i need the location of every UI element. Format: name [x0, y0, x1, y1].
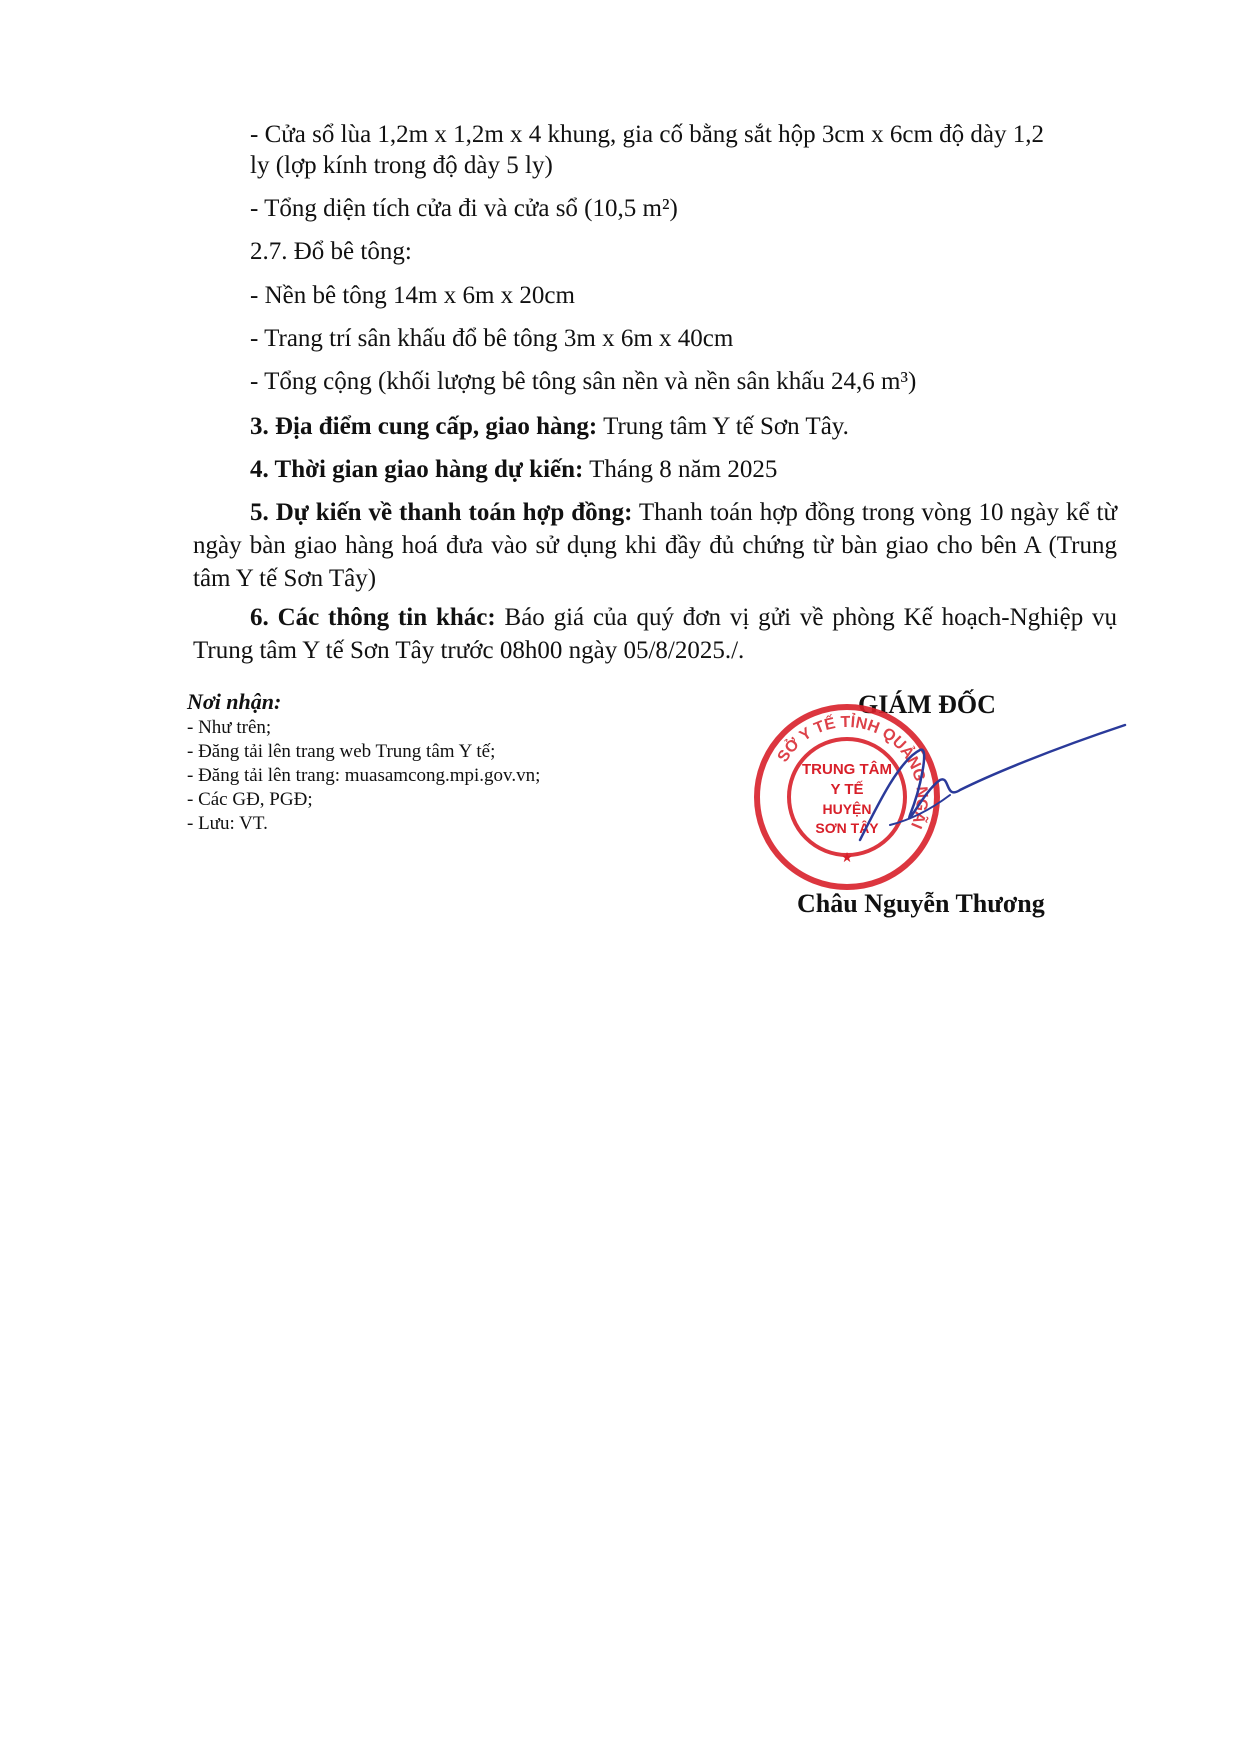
section-6: [193, 601, 1117, 667]
body-line-1: - Cửa sổ lùa 1,2m x 1,2m x 4 khung, gia cố bằng sắt hộp 3cm x 6cm độ dày 1,2: [250, 121, 1044, 148]
section-3-label: 3. Địa điểm cung cấp, giao hàng:: [250, 413, 598, 440]
section-4-text: Tháng 8 năm 2025: [583, 456, 778, 483]
recipient-item: - Đăng tải lên trang web Trung tâm Y tế;: [187, 741, 496, 762]
section-5-text: Thanh toán hợp đồng trong vòng 10 ngày kể từ ngày bàn giao hàng hoá đưa vào sử dụng khi đầy đủ chứng từ bàn giao cho bên A (Trung tâm Y tế Sơn Tây): [193, 499, 1117, 592]
recipient-item: - Như trên;: [187, 717, 272, 738]
section-6-text: Báo giá của quý đơn vị gửi về phòng Kế hoạch-Nghiệp vụ Trung tâm Y tế Sơn Tây trước 08h00 ngày 05/8/2025./.: [193, 604, 1118, 664]
recipient-item: - Đăng tải lên trang: muasamcong.mpi.gov.vn;: [187, 765, 541, 786]
recipient-item: - Các GĐ, PGĐ;: [187, 789, 313, 810]
body-line-5: - Nền bê tông 14m x 6m x 20cm: [250, 282, 575, 309]
recipients-block: [187, 690, 540, 836]
section-6-label: 6. Các thông tin khác:: [250, 604, 496, 631]
handwritten-signature: [850, 720, 1130, 870]
signature-title: GIÁM ĐỐC: [858, 690, 996, 719]
recipients-title: Nơi nhận:: [187, 689, 282, 714]
body-line-6: - Trang trí sân khấu đổ bê tông 3m x 6m x 40cm: [250, 325, 734, 352]
section-4-label: 4. Thời gian giao hàng dự kiến:: [250, 456, 584, 483]
stamp-center-line: SƠN TÂY: [815, 820, 879, 836]
section-3-text: Trung tâm Y tế Sơn Tây.: [597, 413, 849, 440]
section-5-label: 5. Dự kiến về thanh toán hợp đồng:: [250, 499, 633, 526]
section-3: [193, 410, 1117, 443]
star-icon: ★: [840, 851, 854, 866]
stamp-center-line: Y TẾ: [830, 781, 864, 798]
stamp-center-line: HUYỆN: [822, 801, 872, 817]
body-line-4: 2.7. Đổ bê tông:: [250, 238, 412, 265]
body-line-3: - Tổng diện tích cửa đi và cửa sổ (10,5 m²): [250, 195, 678, 222]
signer-name: Châu Nguyễn Thương: [797, 889, 1045, 918]
recipient-item: - Lưu: VT.: [187, 813, 268, 834]
body-line-7: - Tổng cộng (khối lượng bê tông sân nền và nền sân khấu 24,6 m³): [250, 368, 917, 395]
stamp-ring-text: SỞ Y TẾ TỈNH QUẢNG NGÃI: [774, 713, 931, 831]
stamp-center-line: TRUNG TÂM: [802, 761, 892, 778]
body-line-2: ly (lợp kính trong độ dày 5 ly): [250, 152, 553, 179]
section-5: [193, 496, 1117, 595]
section-4: [193, 453, 1117, 486]
